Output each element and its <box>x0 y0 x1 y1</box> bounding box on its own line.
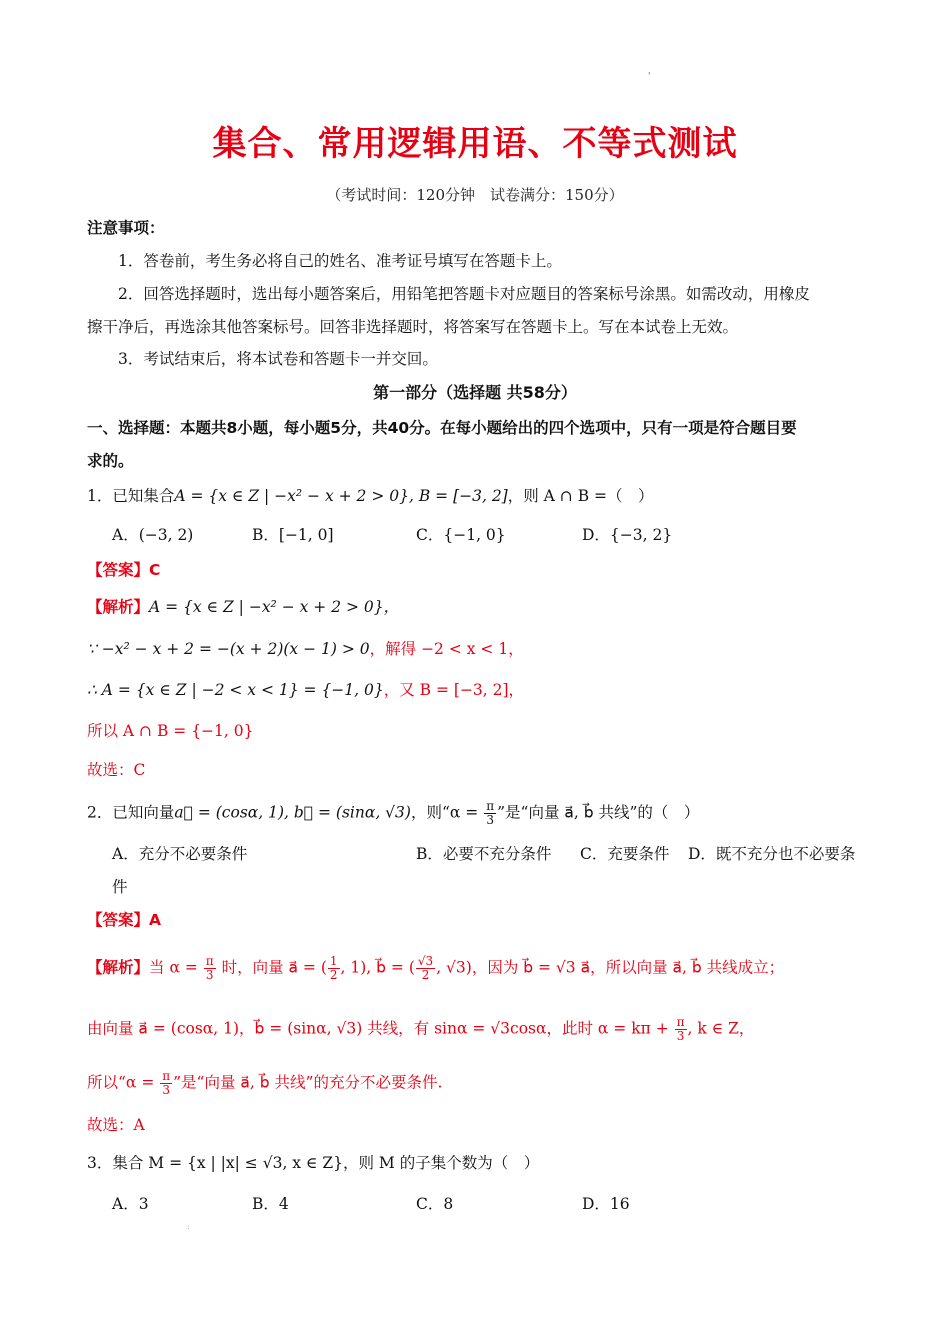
q2-sol-fraction-pi-3: $\frac{\pi}{3}$ <box>205 954 214 982</box>
q3-option-a: A．3 <box>112 1195 149 1213</box>
q2-solution-line-1 <box>87 955 784 982</box>
exam-info: （考试时间：120分钟 试卷满分：150分） <box>326 186 624 204</box>
q2-solution-label: 【解析】 <box>87 958 150 977</box>
q2-sol-2b: , k ∈ Z， <box>687 1019 755 1038</box>
q2-sol-1a: 当 α = <box>149 958 203 977</box>
q3-option-b: B．4 <box>252 1195 289 1213</box>
q2-sol-fraction-3: $\frac{\pi}{3}$ <box>162 1069 171 1097</box>
q1-solution-factor: ∵ −x² − x + 2 = −(x + 2)(x − 1) > 0 <box>87 640 370 658</box>
q2-solution-line-3 <box>87 1070 442 1097</box>
notice-item-2-line-1: 2．回答选择题时，选出每小题答案后，用铅笔把答题卡对应题目的答案标号涂黑。如需改动，用橡皮 <box>118 285 810 303</box>
q2-vectors: a⃗ = (cosα, 1), b⃗ = (sinα, √3) <box>174 803 411 822</box>
q2-sol-2a: 由向量 a⃗ = (cosα, 1)，b⃗ = (sinα, √3) 共线，有 sinα = √3cosα，此时 α = kπ + <box>87 1019 674 1038</box>
q1-solution-label: 【解析】 <box>87 598 150 616</box>
q3-option-d: D．16 <box>582 1195 630 1213</box>
q1-solution-set: A = {x ∈ Z | −x² − x + 2 > 0}， <box>149 598 400 616</box>
q1-solution-set-a: ∴ A = {x ∈ Z | −2 < x < 1} = {−1, 0} <box>87 681 384 699</box>
q2-stem-suffix: ”是“向量 a⃗, b⃗ 共线”的（ ） <box>497 803 700 822</box>
q1-stem <box>87 485 654 507</box>
q2-sol-fraction-sqrt3-2: $\frac{√3}{2}$ <box>417 954 434 982</box>
q2-sol-1b: 时，向量 a⃗ = ( <box>216 958 327 977</box>
q1-set-definition: A = {x ∈ Z | −x² − x + 2 > 0}, B = [−3, 2] <box>174 487 508 505</box>
q1-solution-line-4: 所以 A ∩ B = {−1, 0} <box>87 722 254 740</box>
notice-item-3: 3．考试结束后，将本试卷和答题卡一并交回。 <box>118 350 438 368</box>
q3-stem: 3．集合 M = {x | |x| ≤ √3, x ∈ Z}，则 M 的子集个数为（ ） <box>87 1154 540 1172</box>
q1-option-d: D．{−3, 2} <box>582 526 673 544</box>
q2-stem-fraction: $\frac{\pi}{3}$ <box>486 799 495 827</box>
q2-sol-fraction-2: $\frac{\pi}{3}$ <box>676 1015 685 1043</box>
q1-solution-set-b: ，又 B = [−3, 2]， <box>383 681 525 699</box>
q2-stem-prefix: 2．已知向量 <box>87 803 175 822</box>
notice-item-1: 1．答卷前，考生务必将自己的姓名、准考证号填写在答题卡上。 <box>118 252 562 270</box>
q1-stem-suffix: ，则 A ∩ B =（ ） <box>507 487 654 505</box>
q2-sol-1d: , √3)，因为 b⃗ = √3 a⃗，所以向量 a⃗, b⃗ 共线成立； <box>436 958 785 977</box>
section1-line-2: 求的。 <box>87 452 134 470</box>
q1-solution-line-3 <box>87 679 524 701</box>
section1-line-1: 一、选择题：本题共8小题，每小题5分，共40分。在每小题给出的四个选项中，只有一项是符合题目要 <box>87 419 797 437</box>
q3-option-c: C．8 <box>416 1195 454 1213</box>
q1-stem-prefix: 1．已知集合 <box>87 487 175 505</box>
q1-option-b: B．[−1, 0] <box>252 526 334 544</box>
notice-heading: 注意事项： <box>87 219 165 237</box>
notice-item-2-line-2: 擦干净后，再选涂其他答案标号。回答非选择题时，将答案写在答题卡上。写在本试卷上无效。 <box>87 318 739 336</box>
q2-option-d: D．既不充分也不必要条 <box>688 845 856 863</box>
q1-solution-line-2 <box>87 638 524 660</box>
q2-option-b: B．必要不充分条件 <box>416 845 552 863</box>
page-title: 集合、常用逻辑用语、不等式测试 <box>212 124 738 164</box>
q2-solution-line-2 <box>87 1016 754 1043</box>
q2-option-a: A．充分不必要条件 <box>112 845 248 863</box>
bottom-dot-mark: : <box>187 1222 190 1231</box>
q1-solution-line-1 <box>87 596 399 618</box>
q2-sol-fraction-1-2: $\frac{1}{2}$ <box>329 954 338 982</box>
q2-option-d-wrap: 件 <box>112 878 128 896</box>
q1-option-a: A．(−3, 2) <box>112 526 194 544</box>
q1-conclusion: 故选：C <box>87 761 146 779</box>
q2-option-c: C．充要条件 <box>580 845 670 863</box>
q2-sol-3b: ”是“向量 a⃗, b⃗ 共线”的充分不必要条件. <box>173 1073 443 1092</box>
q1-answer: 【答案】C <box>87 561 161 579</box>
q1-option-c: C．{−1, 0} <box>416 526 506 544</box>
q1-solution-range: ，解得 −2 < x < 1， <box>369 640 524 658</box>
q2-stem <box>87 800 699 827</box>
q2-sol-3a: 所以“α = <box>87 1073 160 1092</box>
top-tick-mark: ' <box>648 72 651 82</box>
q2-conclusion: 故选：A <box>87 1116 145 1134</box>
q2-answer: 【答案】A <box>87 911 161 929</box>
q2-stem-mid: ，则“α = <box>410 803 484 822</box>
q2-sol-1c: , 1), b⃗ = ( <box>340 958 415 977</box>
part1-title: 第一部分（选择题 共58分） <box>373 383 577 402</box>
